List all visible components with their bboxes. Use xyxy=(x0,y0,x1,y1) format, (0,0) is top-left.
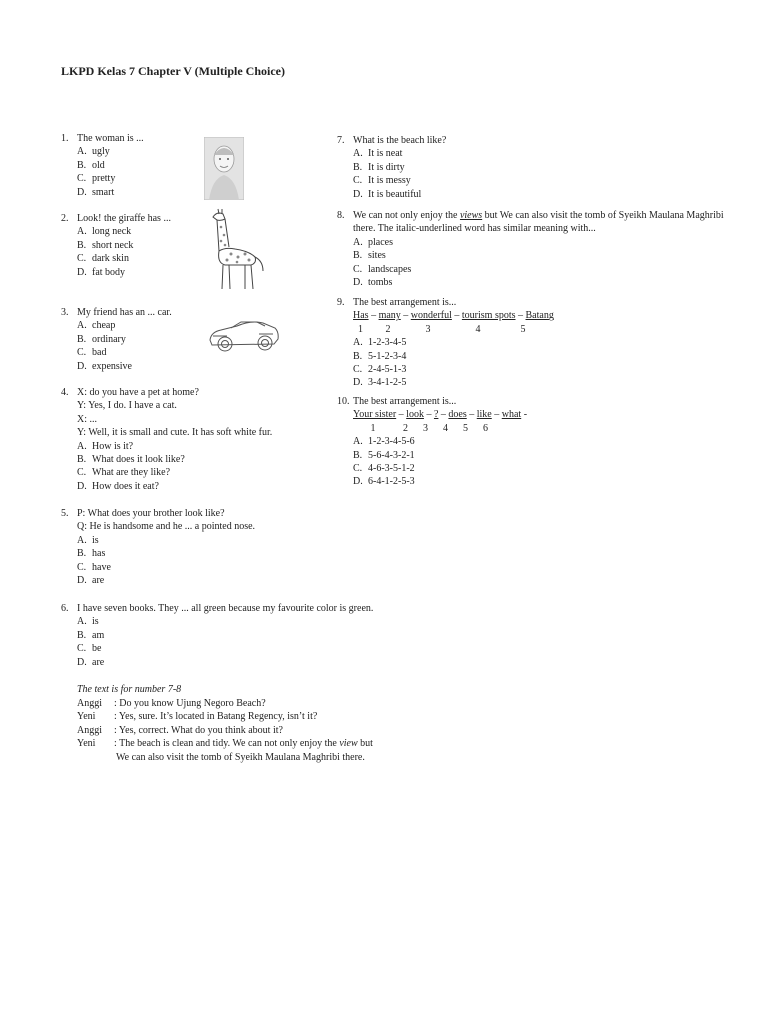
question-stem: We can not only enjoy the views but We can also visit the tomb of Syeikh Maulana Maghribi xyxy=(353,210,724,221)
question-4: 4. X: do you have a pet at home? Y: Yes, I do. I have a cat. X: ... Y: Well, it is small and cute. It has soft white fur. A. How is it? B. What does it look like? C. What are they like? D. How does it eat? xyxy=(61,387,273,492)
worksheet-title: LKPD Kelas 7 Chapter V (Multiple Choice) xyxy=(61,64,285,78)
option-b[interactable]: B. has xyxy=(77,548,106,560)
option-b[interactable]: B. ordinary xyxy=(77,333,126,345)
question-7: 7. What is the beach like? A. It is neat B. It is dirty C. It is messy D. It is beautiful xyxy=(337,135,447,200)
giraffe-illustration xyxy=(205,207,269,293)
option-d[interactable]: D. expensive xyxy=(77,360,132,372)
option-b[interactable]: B. short neck xyxy=(77,239,134,251)
option-a[interactable]: A. is xyxy=(77,534,99,546)
dialog-line: P: What does your brother look like? xyxy=(77,508,225,519)
option-d[interactable]: D. fat body xyxy=(77,266,126,278)
dialog-line: Y: Well, it is small and cute. It has soft white fur. xyxy=(77,427,273,439)
text-line: Yeni : Yes, sure. It’s located in Batang Regency, isn’t it? xyxy=(77,711,318,723)
text-line: Anggi : Yes, correct. What do you think about it? xyxy=(77,724,283,736)
question-1: 1. The woman is ... A. ugly B. old C. pretty D. smart xyxy=(61,133,144,198)
option-b[interactable]: B. old xyxy=(77,159,105,171)
text-heading: The text is for number 7-8 xyxy=(77,684,182,695)
question-stem: The best arrangement is... xyxy=(353,297,457,308)
option-d[interactable]: D. How does it eat? xyxy=(77,480,159,492)
option-c[interactable]: C. It is messy xyxy=(353,175,411,187)
option-d[interactable]: D. 3-4-1-2-5 xyxy=(353,377,407,389)
dialog-line: X: ... xyxy=(77,413,97,425)
question-10: 10. The best arrangement is... Your sister – look – ? – does – like – what - 1 2 3 4 5 6 A. 1-2-3-4-5-6 B. 5-6-4-3-2-1 C. 4-6-3-5-1-2 D. 6-4-1-2-5-3 xyxy=(337,396,528,488)
word-numbers: 1 2 3 4 5 6 xyxy=(353,422,488,434)
question-stem: What is the beach like? xyxy=(353,135,447,146)
option-a[interactable]: A. 1-2-3-4-5 xyxy=(353,337,407,349)
question-stem-line2: there. The italic-underlined word has similar meaning with... xyxy=(353,223,596,235)
option-a[interactable]: A. is xyxy=(77,616,99,628)
car-illustration xyxy=(207,314,281,356)
option-d[interactable]: D. are xyxy=(77,575,105,587)
option-c[interactable]: C. What are they like? xyxy=(77,467,171,479)
option-a[interactable]: A. cheap xyxy=(77,320,116,332)
woman-photo xyxy=(204,137,244,200)
dialog-line: Q: He is handsome and he ... a pointed nose. xyxy=(77,521,256,533)
question-6: 6. I have seven books. They ... all green because my favourite color is green. A. is B. am C. be D. are xyxy=(61,603,374,668)
text-line: Yeni : The beach is clean and tidy. We can not only enjoy the view but xyxy=(77,738,373,750)
question-8: 8. We can not only enjoy the views but We can also visit the tomb of Syeikh Maulana Maghribi there. The italic-underlined word has similar meaning with... A. places B. sites C. landscapes D. tombs xyxy=(337,210,724,289)
text-line: We can also visit the tomb of Syeikh Maulana Maghribi there. xyxy=(116,751,365,763)
dialog-line: X: do you have a pet at home? xyxy=(77,387,199,398)
question-3: 3. My friend has an ... car. A. cheap B. ordinary C. bad D. expensive xyxy=(61,307,172,372)
option-a[interactable]: A. How is it? xyxy=(77,440,134,452)
word-arrangement: Has – many – wonderful – tourism spots – Batang xyxy=(353,310,554,322)
text-line: Anggi : Do you know Ujung Negoro Beach? xyxy=(77,697,266,709)
option-b[interactable]: B. sites xyxy=(353,250,386,262)
option-c[interactable]: C. have xyxy=(77,561,111,573)
question-2: 2. Look! the giraffe has ... A. long neck B. short neck C. dark skin D. fat body xyxy=(61,213,171,278)
option-d[interactable]: D. 6-4-1-2-5-3 xyxy=(353,476,415,488)
question-stem: My friend has an ... car. xyxy=(77,307,172,318)
option-c[interactable]: C. pretty xyxy=(77,173,116,185)
option-c[interactable]: C. landscapes xyxy=(353,263,412,275)
option-c[interactable]: C. be xyxy=(77,643,102,655)
question-stem: The woman is ... xyxy=(77,133,144,144)
reading-text xyxy=(77,683,373,765)
option-b[interactable]: B. 5-1-2-3-4 xyxy=(353,350,407,362)
option-d[interactable]: D. tombs xyxy=(353,277,393,289)
dialog-line: Y: Yes, I do. I have a cat. xyxy=(77,400,177,412)
question-9: 9. The best arrangement is... Has – many – wonderful – tourism spots – Batang 1 2 3 4 5 A. 1-2-3-4-5 B. 5-1-2-3-4 C. 2-4-5-1-3 D. 3-4-1-2-5 xyxy=(337,297,554,389)
option-d[interactable]: D. It is beautiful xyxy=(353,188,422,200)
option-d[interactable]: D. are xyxy=(77,656,105,668)
option-c[interactable]: C. dark skin xyxy=(77,253,129,265)
word-numbers: 1 2 3 4 5 xyxy=(353,323,526,335)
option-a[interactable]: A. long neck xyxy=(77,226,132,238)
option-b[interactable]: B. 5-6-4-3-2-1 xyxy=(353,449,415,461)
option-b[interactable]: B. am xyxy=(77,629,105,641)
option-a[interactable]: A. It is neat xyxy=(353,148,403,160)
question-5: 5. P: What does your brother look like? Q: He is handsome and he ... a pointed nose. A. is B. has C. have D. are xyxy=(61,508,256,587)
option-a[interactable]: A. places xyxy=(353,236,393,248)
option-c[interactable]: C. 2-4-5-1-3 xyxy=(353,364,407,376)
question-stem: The best arrangement is... xyxy=(353,396,457,407)
question-stem: Look! the giraffe has ... xyxy=(77,213,171,224)
option-d[interactable]: D. smart xyxy=(77,186,115,198)
question-stem: I have seven books. They ... all green because my favourite color is green. xyxy=(77,603,374,614)
option-a[interactable]: A. ugly xyxy=(77,146,110,158)
option-b[interactable]: B. What does it look like? xyxy=(77,454,185,466)
option-b[interactable]: B. It is dirty xyxy=(353,161,405,173)
option-a[interactable]: A. 1-2-3-4-5-6 xyxy=(353,436,415,448)
option-c[interactable]: C. 4-6-3-5-1-2 xyxy=(353,463,415,475)
option-c[interactable]: C. bad xyxy=(77,347,107,359)
word-arrangement: Your sister – look – ? – does – like – what - xyxy=(353,409,528,421)
